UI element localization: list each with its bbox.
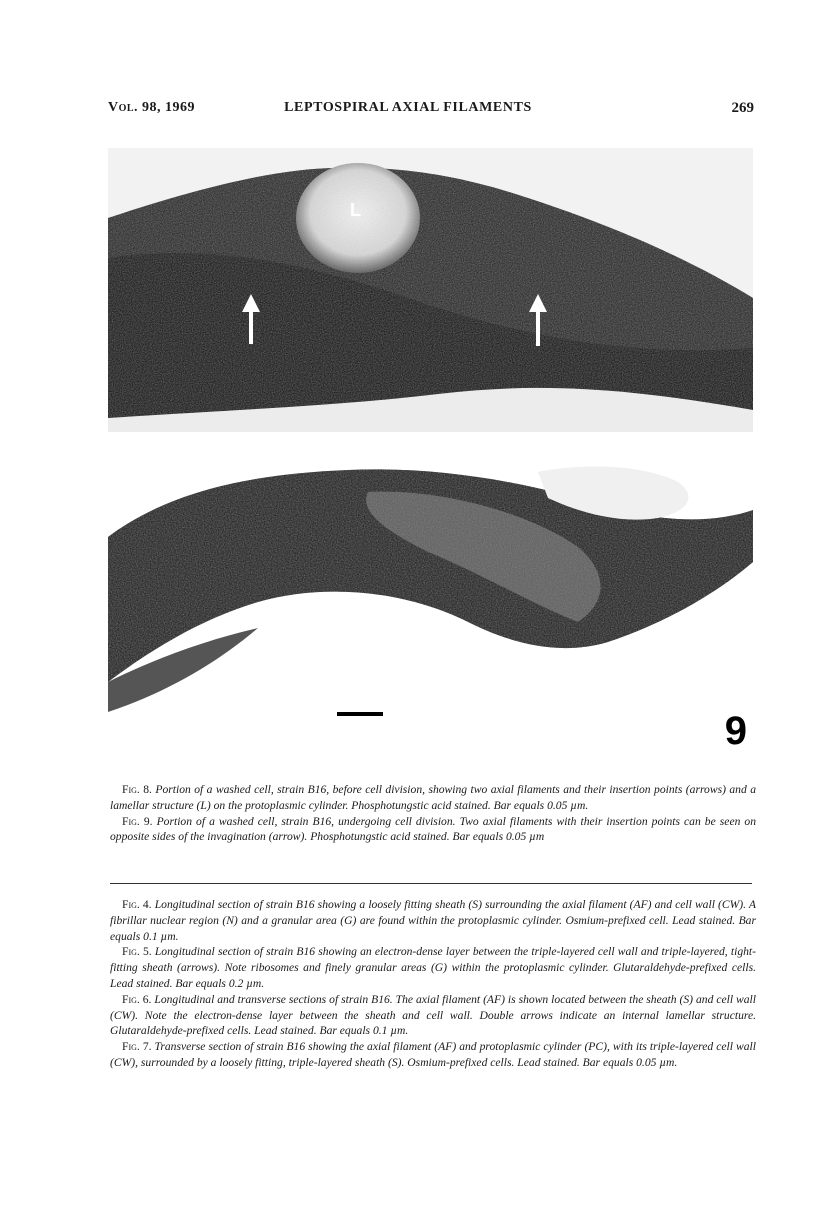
caption-fig-6 (110, 992, 756, 1039)
caption-label: Fig. 4. (122, 898, 152, 911)
caption-fig-4 (110, 897, 756, 944)
caption-label: Fig. 7. (122, 1040, 152, 1054)
caption-fig-8 (110, 782, 756, 814)
caption-label: Fig. 6. (122, 992, 152, 1006)
figure-9-number: 9 (724, 709, 747, 753)
caption-label: Fig. 8. (122, 783, 152, 796)
scale-bar (337, 712, 383, 716)
figure-9-image (108, 452, 753, 772)
caption-fig-5 (110, 944, 756, 991)
page-number: 269 (731, 100, 754, 116)
caption-fig-7 (110, 1039, 756, 1071)
caption-text: Longitudinal and transverse sections of strain B16. The axial filament (AF) is shown located between the sheath (S) and cell wall (CW). Note the electron-dense layer between the sheath and cell wall. Double arrows indicate an internal lamellar structure. Glutaraldehyde-prefixed cells. Lead stained. Bar equals 0.1 µm. (110, 992, 756, 1038)
running-title: LEPTOSPIRAL AXIAL FILAMENTS (284, 100, 532, 115)
caption-text: Transverse section of strain B16 showing the axial filament (AF) and protoplasmic cylinder (PC), with its triple-layered cell wall (CW), surrounded by a loosely fitting, triple-layered sheath (S). Osmium-prefixed cells. Lead stained. Bar equals 0.05 µm. (110, 1040, 756, 1069)
caption-text: Portion of a washed cell, strain B16, undergoing cell division. Two axial filaments with their insertion points can be seen on opposite sides of the invagination (arrow). Phosphotungstic acid stained. Bar equals 0.05 µm (110, 814, 757, 844)
caption-label: Fig. 9. (122, 814, 153, 828)
caption-text: Longitudinal section of strain B16 showing an electron-dense layer between the triple-layered cell wall and triple-layered, tight-fitting sheath (arrows). Note ribosomes and finely granular areas (G) within the protoplasmic cylinder. Glutaraldehyde-prefixed cells. Lead stained. Bar equals 0.2 µm. (110, 945, 756, 990)
figure-captions-4-7 (110, 897, 756, 1071)
lamellar-structure-label: L (350, 200, 361, 220)
figure-9-micrograph (108, 452, 753, 772)
caption-fig-9 (110, 814, 756, 846)
journal-volume: Vol. 98, 1969 (108, 100, 196, 115)
figure-8-micrograph (108, 148, 753, 432)
figure-captions-8-9 (110, 782, 756, 845)
section-divider (110, 883, 752, 884)
figure-8-image (108, 148, 753, 432)
caption-text: Portion of a washed cell, strain B16, before cell division, showing two axial filaments and their insertion points (arrows) and a lamellar structure (L) on the protoplasmic cylinder. Phosphotungstic acid stained. Bar equals 0.05 µm. (110, 783, 756, 812)
running-header (0, 100, 816, 122)
caption-label: Fig. 5. (122, 945, 152, 959)
caption-text: Longitudinal section of strain B16 showing a loosely fitting sheath (S) surrounding the axial filament (AF) and cell wall (CW). A fibrillar nuclear region (N) and a granular area (G) are found within the protoplasmic cylinder. Osmium-prefixed cell. Lead stained. Bar equals 0.1 µm. (110, 898, 756, 943)
